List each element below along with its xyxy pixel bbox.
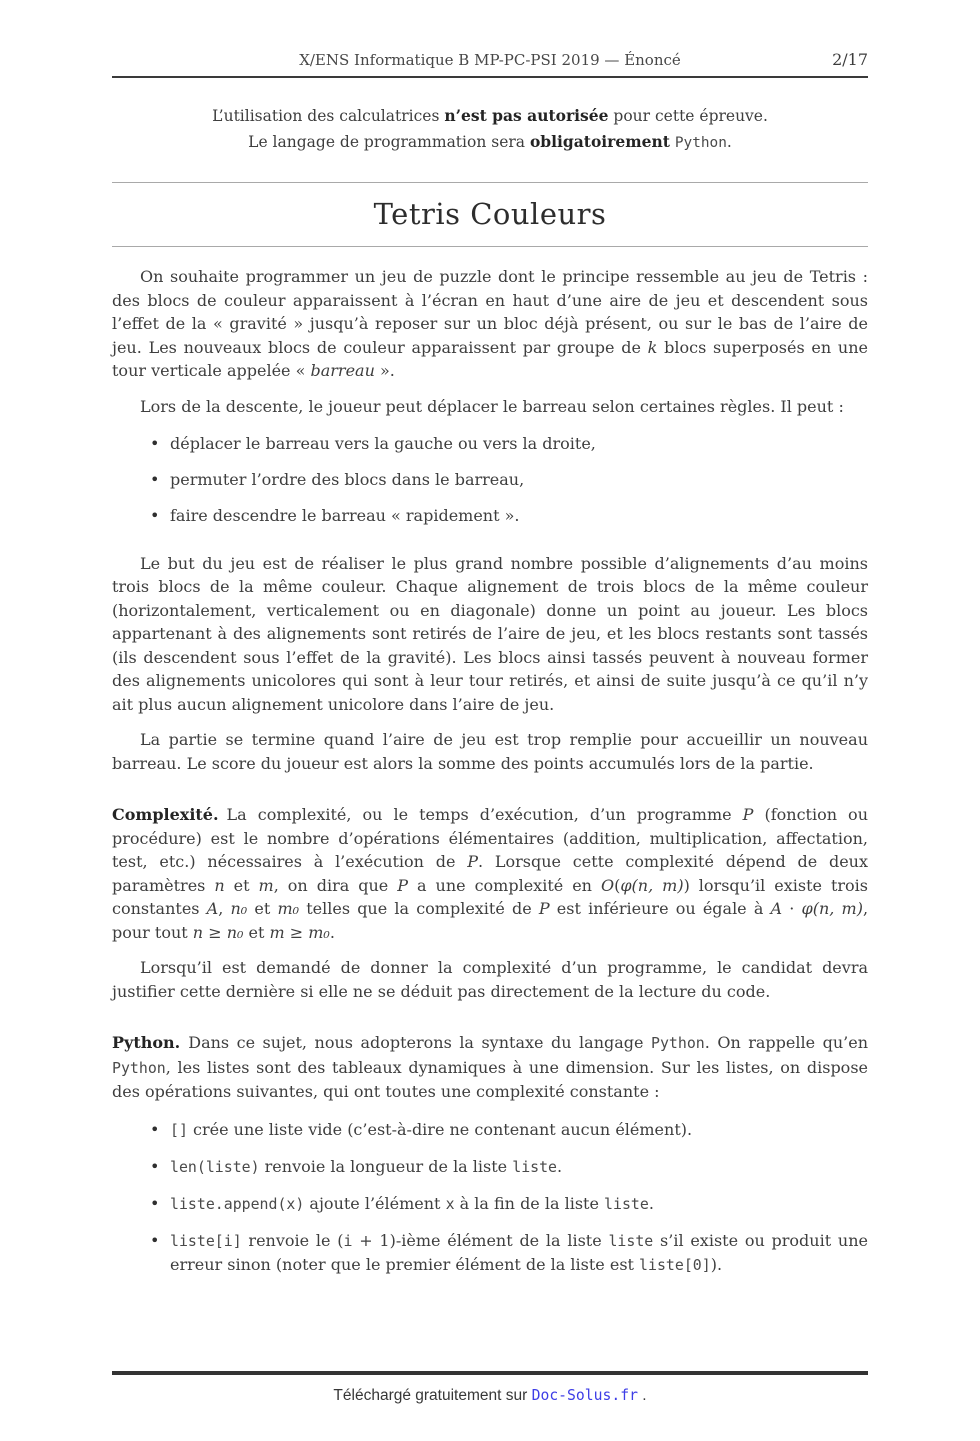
paragraph-but-du-jeu: Le but du jeu est de réaliser le plus grand nombre possible d’alignements d’au moins trois blocs de la même couleur. Chaque alignement de trois blocs de la même couleur (horizontalement, verticalement ou en diagonale) donne un point au joueur. Les blocs appartenant à des alignements sont retirés de l’aire de jeu, et les blocs restants sont tassés (ils descendent sous l’effet de la gravité). Les blocs ainsi tassés peuvent à nouveau former des alignements unicolores qui sont à leur tour retirés, et ainsi de suite jusqu’à ce qu’il n’y ait plus aucun alignement unicolore dans l’aire de jeu.: [112, 553, 868, 714]
footer-rule: [112, 1371, 868, 1375]
paragraph-justification: Lorsqu’il est demandé de donner la complexité d’un programme, le candidat devra justifier cette dernière si elle ne se déduit pas directement de la lecture du code.: [112, 958, 868, 1001]
title-rule-top: [112, 182, 868, 183]
paragraph-intro: On souhaite programmer un jeu de puzzle dont le principe ressemble au jeu de Tetris : des blocs de couleur apparaissent à l’écran en haut d’une aire de jeu et descendent sous l’effet de la « gravité » jusqu’à reposer sur un bloc déjà présent, ou sur le bas de l’aire de jeu. Les nouveaux blocs de couleur apparaissent par groupe de k blocs superposés en une tour verticale appelée « barreau ».: [112, 267, 869, 380]
list-item-len: • len(liste) renvoie la longueur de la liste liste.: [170, 1155, 868, 1180]
footer-line: [112, 1384, 868, 1408]
document-body: [112, 265, 868, 1278]
page-header: [112, 50, 868, 78]
document-title: Tetris Couleurs: [373, 197, 607, 231]
list-item-index: • liste[i] renvoie le (i + 1)-ième élément de la liste liste s’il existe ou produit une erreur sinon (noter que le premier élément de la liste est liste[0]).: [170, 1229, 868, 1278]
list-item-empty-list: • [] crée une liste vide (c’est-à-dire ne contenant aucun élément).: [170, 1118, 868, 1143]
page-footer: [112, 1371, 868, 1408]
calculator-notice: [112, 103, 868, 156]
list-item-permute: • permuter l’ordre des blocs dans le barreau,: [170, 468, 868, 492]
list-item-move-left-right: • déplacer le barreau vers la gauche ou vers la droite,: [170, 432, 868, 456]
title-rule-bottom: [112, 246, 868, 247]
notice-line-1: L’utilisation des calculatrices n’est pas autorisée pour cette épreuve.: [212, 106, 768, 125]
footer-text: Téléchargé gratuitement sur: [333, 1387, 528, 1404]
paragraph-fin-de-partie: La partie se termine quand l’aire de jeu est trop remplie pour accueillir un nouveau barreau. Le score du joueur est alors la somme des points accumulés lors de la partie.: [112, 730, 868, 773]
moves-list: [112, 432, 868, 528]
header-title: X/ENS Informatique B MP-PC-PSI 2019 — Énoncé: [299, 51, 681, 69]
paragraph-python: Python. Dans ce sujet, nous adopterons la syntaxe du langage Python. On rappelle qu’en Python, les listes sont des tableaux dynamiques à une dimension. Sur les listes, on dispose des opérations suivantes, qui ont toutes une complexité constante :: [112, 1033, 868, 1101]
paragraph-descente: Lors de la descente, le joueur peut déplacer le barreau selon certaines règles. Il peut :: [140, 396, 844, 416]
doc-solus-link[interactable]: Doc-Solus.fr: [531, 1387, 638, 1404]
page-number: 2/17: [832, 50, 868, 69]
python-ops-list: [112, 1118, 868, 1278]
paragraph-complexite: Complexité. La complexité, ou le temps d’exécution, d’un programme P (fonction ou procédure) est le nombre d’opérations élémentaires (addition, multiplication, affectation, test, etc.) nécessaires à l’exécution de P. Lorsque cette complexité dépend de deux paramètres n et m, on dira que P a une complexité en O(φ(n, m)) lorsqu’il existe trois constantes A, n₀ et m₀ telles que la complexité de P est inférieure ou égale à A · φ(n, m), pour tout n ≥ n₀ et m ≥ m₀.: [112, 805, 869, 942]
notice-line-2: Le langage de programmation sera obligatoirement Python.: [248, 132, 732, 151]
footer-suffix: .: [642, 1387, 647, 1404]
list-item-append: • liste.append(x) ajoute l’élément x à la fin de la liste liste.: [170, 1192, 868, 1217]
list-item-drop-fast: • faire descendre le barreau « rapidement ».: [170, 504, 868, 528]
